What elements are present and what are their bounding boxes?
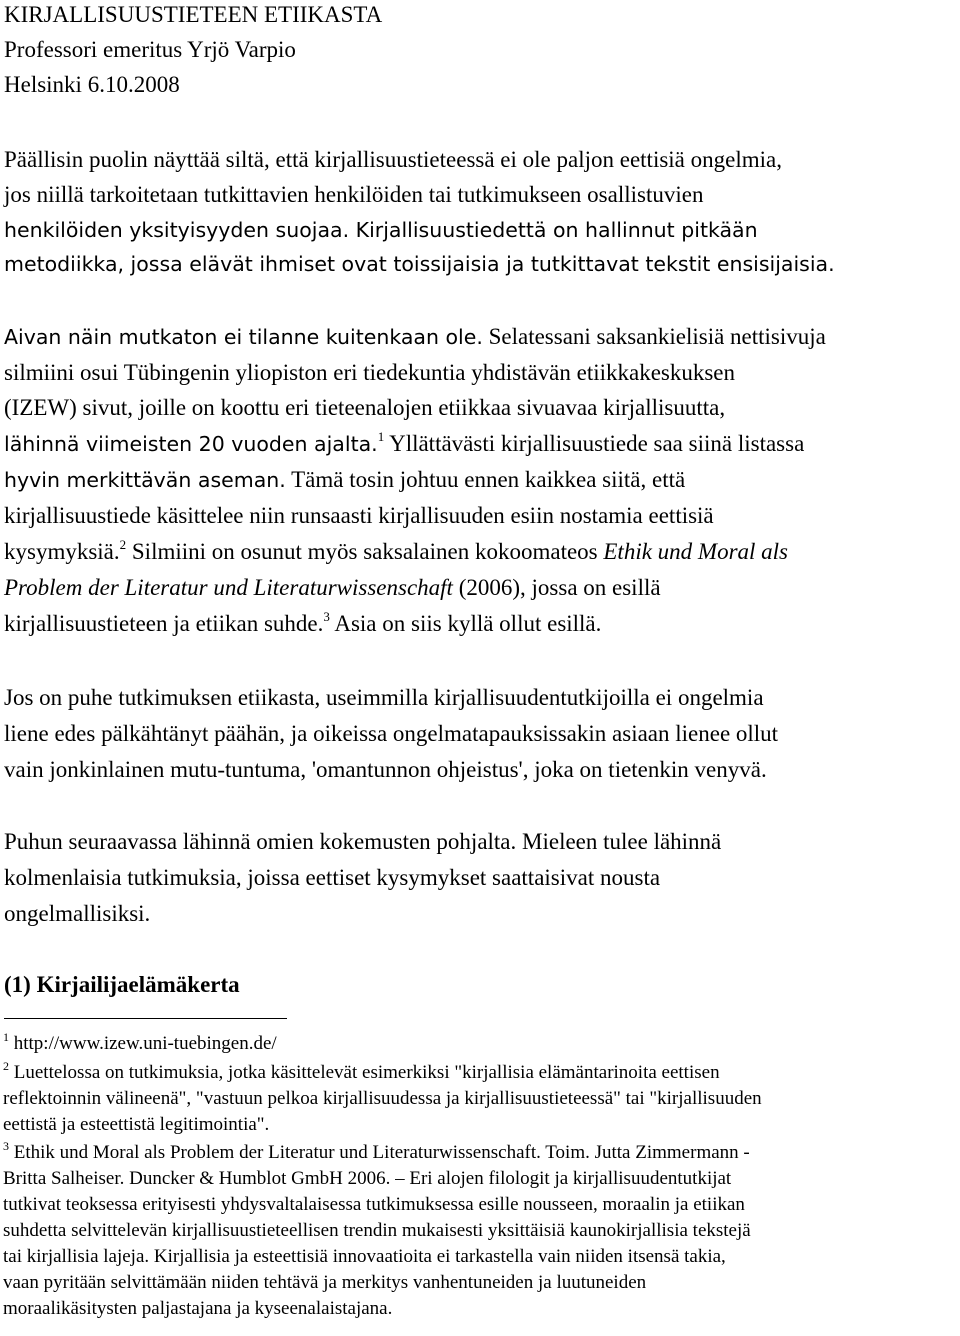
paragraph-line xyxy=(4,606,601,644)
paragraph-line xyxy=(4,212,758,248)
paragraph-line: (IZEW) sivut, joille on koottu eri tieteenalojen etiikkaa sivuavaa kirjallisuutta, xyxy=(4,395,726,420)
footnote-line: suhdetta selvittelevän kirjallisuustieteellisen trendin mukaisesti yksittäisiä kaunokirjallisia tekstejä xyxy=(3,1220,751,1241)
paragraph-line: metodiikka, jossa elävät ihmiset ovat toissijaisia ja tutkittavat tekstit ensisijaisia. xyxy=(4,252,835,276)
footnote-line: reflektoinnin välineenä", "vastuun pelkoa kirjallisuudessa ja kirjallisuustieteessä" tai "kirjallisuuden xyxy=(3,1088,762,1109)
paragraph-line xyxy=(4,462,685,498)
footnote-line: tai kirjallisia lajeja. Kirjallisia ja esteettisiä innovaatioita ei tarkastella vain niiden itsensä takia, xyxy=(3,1246,726,1267)
place-date-line: Helsinki 6.10.2008 xyxy=(4,72,180,97)
paragraph-line: Jos on puhe tutkimuksen etiikasta, useimmilla kirjallisuudentutkijoilla ei ongelmia xyxy=(4,685,764,710)
footnote-number: 1 xyxy=(3,1030,9,1044)
paragraph-line xyxy=(4,534,788,572)
paragraph-line xyxy=(4,319,826,355)
footnote-line: eettistä ja esteettistä legitimointia". xyxy=(3,1114,270,1135)
footnote-ref-3[interactable]: 3 xyxy=(323,609,330,624)
footnote-3 xyxy=(3,1140,750,1167)
paragraph-line xyxy=(4,426,804,464)
paragraph-line xyxy=(4,570,661,605)
paragraph-line: kolmenlaisia tutkimuksia, joissa eettiset kysymykset saattaisivat nousta xyxy=(4,865,661,890)
serif-text: Tämä tosin johtuu ennen kaikkea siitä, että xyxy=(285,467,686,492)
paragraph-line: Päällisin puolin näyttää siltä, että kirjallisuustieteessä ei ole paljon eettisiä ongelmia, xyxy=(4,147,782,172)
paragraph-line: silmiini osui Tübingenin yliopiston eri tiedekuntia yhdistävän etiikkakeskuksen xyxy=(4,360,736,385)
section-heading-text: (1) Kirjailijaelämäkerta xyxy=(4,972,240,997)
serif-text: (2006), jossa on esillä xyxy=(452,575,661,600)
footnote-ref-1[interactable]: 1 xyxy=(377,429,385,444)
serif-text: Silmiini on osunut myös saksalainen kokoomateos xyxy=(126,539,604,564)
serif-text: Selatessani saksankielisiä nettisivuja xyxy=(482,324,826,349)
footnote-number: 2 xyxy=(3,1059,9,1073)
sans-text: hyvin merkittävän aseman. xyxy=(4,468,286,492)
serif-text: kirjallisuustieteen ja etiikan suhde. xyxy=(4,611,324,636)
footnote-line: tutkivat teoksessa erityisesti yhdysvaltalaisessa tutkimuksessa esille nousseen, moraalin ja etiikan xyxy=(3,1194,745,1215)
serif-text: kysymyksiä. xyxy=(4,539,120,564)
footnote-line: moraalikäsitysten paljastajana ja kyseenalaistajana. xyxy=(3,1298,393,1319)
footnote-1 xyxy=(3,1031,277,1058)
footnote-text: Ethik und Moral als Problem der Literatur und Literaturwissenschaft. Toim. Jutta Zimmermann - xyxy=(9,1142,750,1163)
paragraph-line: liene edes pälkähtänyt päähän, ja oikeissa ongelmatapauksissakin asiaan lienee ollut xyxy=(4,721,779,746)
serif-text: Asia on siis kyllä ollut esillä. xyxy=(329,611,602,636)
sans-text: Kirjallisuustiedettä on hallinnut pitkään xyxy=(349,218,758,242)
sans-text: lähinnä viimeisten 20 vuoden ajalta. xyxy=(4,432,378,456)
serif-text: Yllättävästi kirjallisuustiede saa siinä listassa xyxy=(384,431,805,456)
footnote-text: Luettelossa on tutkimuksia, jotka käsittelevät esimerkiksi "kirjallisia elämäntarinoita eettisen xyxy=(9,1062,720,1083)
paragraph-line: vain jonkinlainen mutu-tuntuma, 'omantunnon ohjeistus', joka on tietenkin venyvä. xyxy=(4,757,767,782)
footnote-number: 3 xyxy=(3,1139,9,1153)
paragraph-line: Puhun seuraavassa lähinnä omien kokemusten pohjalta. Mieleen tulee lähinnä xyxy=(4,829,722,854)
author-line: Professori emeritus Yrjö Varpio xyxy=(4,37,296,62)
paragraph-line: kirjallisuustiede käsittelee niin runsaasti kirjallisuuden esiin nostamia eettisiä xyxy=(4,503,714,528)
sans-text: Aivan näin mutkaton ei tilanne kuitenkaan ole. xyxy=(4,325,483,349)
sans-text: henkilöiden yksityisyyden suojaa. xyxy=(4,218,350,242)
document-title: KIRJALLISUUSTIETEEN ETIIKASTA xyxy=(4,2,383,27)
footnote-ref-2[interactable]: 2 xyxy=(119,537,127,552)
footnote-2 xyxy=(3,1060,720,1087)
paragraph-line: ongelmallisiksi. xyxy=(4,901,151,926)
footnote-line: Britta Salheiser. Duncker & Humblot GmbH 2006. – Eri alojen filologit ja kirjallisuudentutkijat xyxy=(3,1168,732,1189)
footnote-link[interactable]: http://www.izew.uni-tuebingen.de/ xyxy=(9,1033,277,1054)
footnote-separator xyxy=(4,1018,287,1019)
book-title-italic: Ethik und Moral als xyxy=(603,539,789,564)
footnote-line: vaan pyritään selvittämään niiden tehtävä ja merkitys vanhentuneiden ja luutuneiden xyxy=(3,1272,647,1293)
book-title-italic: Problem der Literatur und Literaturwissenschaft xyxy=(4,575,453,600)
paragraph-line: jos niillä tarkoitetaan tutkittavien henkilöiden tai tutkimukseen osallistuvien xyxy=(4,182,704,207)
